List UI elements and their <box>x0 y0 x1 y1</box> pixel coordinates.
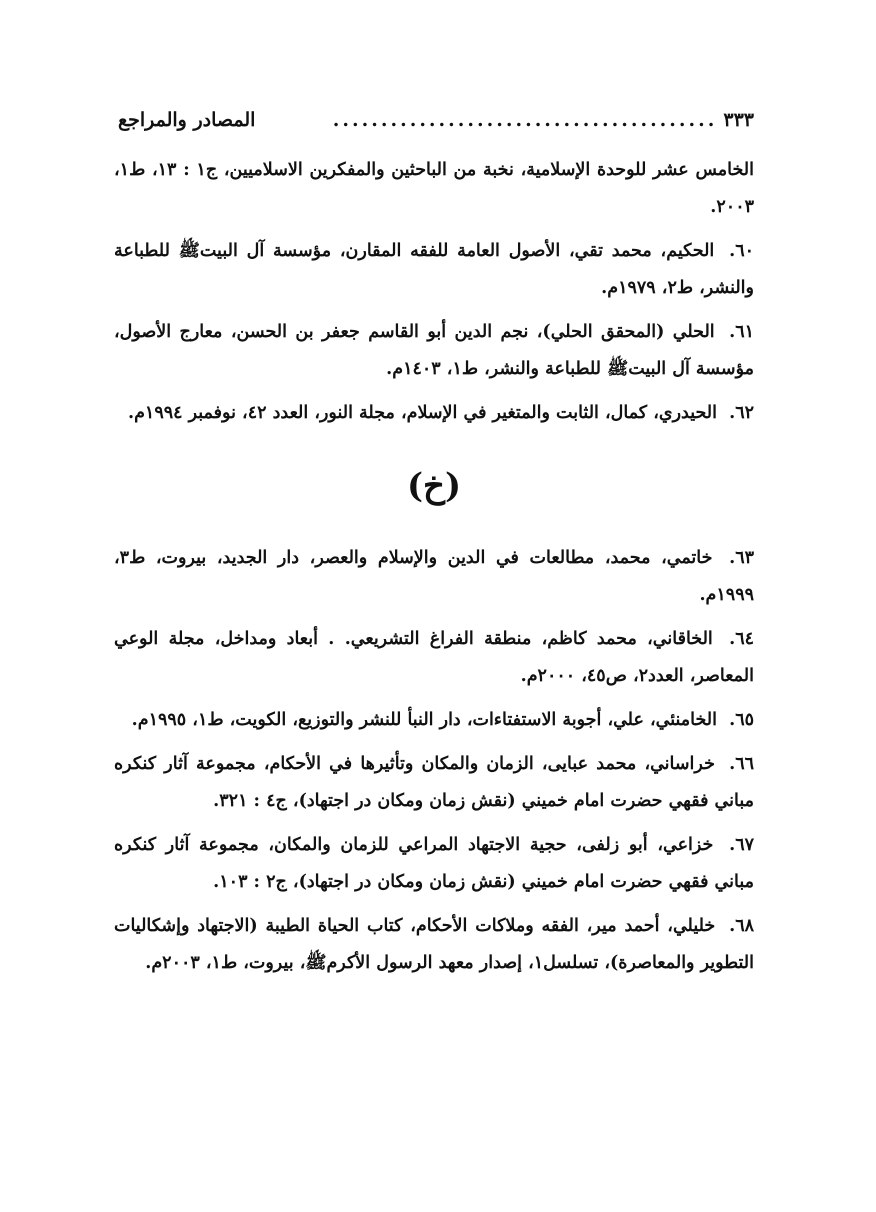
reference-entry <box>114 621 754 695</box>
reference-number: ٦٣. <box>729 548 755 568</box>
reference-entry <box>114 702 754 739</box>
reference-number: ٦٥. <box>729 710 754 730</box>
reference-entry <box>114 152 754 226</box>
reference-number: ٦٨. <box>729 916 754 936</box>
reference-text: خليلي، أحمد مير، الفقه وملاكات الأحكام، كتاب الحياة الطيبة (الاجتهاد وإشكاليات التطوير والمعاصرة)، تسلسل١، إصدار معهد الرسول الأكرمﷺ، بيروت، ط١، ٢٠٠٣م. <box>114 916 754 973</box>
reference-number: ٦٤. <box>729 629 754 649</box>
reference-entry <box>114 395 754 432</box>
reference-entry <box>114 908 754 982</box>
reference-number: ٦٢. <box>729 403 754 423</box>
page-number: ٣٣٣ <box>723 109 754 131</box>
reference-text: خاتمي، محمد، مطالعات في الدين والإسلام والعصر، دار الجديد، بيروت، ط٣، ١٩٩٩م. <box>114 548 754 605</box>
reference-text: الخاقاني، محمد كاظم، منطقة الفراغ التشريعي. . أبعاد ومداخل، مجلة الوعي المعاصر، العدد٢، ص٤٥، ٢٠٠٠م. <box>114 629 754 686</box>
running-header <box>118 100 754 140</box>
reference-number: ٦٠. <box>729 241 755 261</box>
reference-number: ٦١. <box>729 322 754 342</box>
reference-entry <box>114 233 754 307</box>
reference-text: خزاعي، أبو زلفى، حجية الاجتهاد المراعي للزمان والمكان، مجموعة آثار كنكره مباني فقهي حضرت امام خميني (نقش زمان ومكان در اجتهاد)، ج٢ : ١٠٣. <box>114 835 754 892</box>
reference-entry <box>114 746 754 820</box>
reference-text: الحيدري، كمال، الثابت والمتغير في الإسلام، مجلة النور، العدد ٤٢، نوفمبر ١٩٩٤م. <box>127 403 717 423</box>
reference-text: خراساني، محمد عبايى، الزمان والمكان وتأثيرها في الأحكام، مجموعة آثار كنكره مباني فقهي حضرت امام خميني (نقش زمان ومكان در اجتهاد)، ج٤ : ٣٢١. <box>114 754 754 811</box>
reference-entry <box>114 827 754 901</box>
reference-text: الحكيم، محمد تقي، الأصول العامة للفقه المقارن، مؤسسة آل البيتﷺ للطباعة والنشر، ط٢، ١٩٧٩م. <box>114 241 754 298</box>
header-leader-dots: ........................................ <box>332 109 718 131</box>
reference-text: الخامنئي، علي، أجوبة الاستفتاءات، دار النبأ للنشر والتوزيع، الكويت، ط١، ١٩٩٥م. <box>131 710 717 730</box>
reference-entry <box>114 314 754 388</box>
reference-number: ٦٦. <box>729 754 754 774</box>
section-heading-letter: (خ) <box>406 466 462 506</box>
reference-entry <box>114 540 754 614</box>
reference-text: الحلي (المحقق الحلي)، نجم الدين أبو القاسم جعفر بن الحسن، معارج الأصول، مؤسسة آل البيتﷺ للطباعة والنشر، ط١، ١٤٠٣م. <box>114 322 754 379</box>
reference-text: الخامس عشر للوحدة الإسلامية، نخبة من الباحثين والمفكرين الاسلاميين، ج١ : ١٣، ط١، ٢٠٠٣. <box>114 160 754 217</box>
header-title: المصادر والمراجع <box>118 109 256 131</box>
reference-number: ٦٧. <box>729 835 755 855</box>
references-list <box>114 152 754 989</box>
